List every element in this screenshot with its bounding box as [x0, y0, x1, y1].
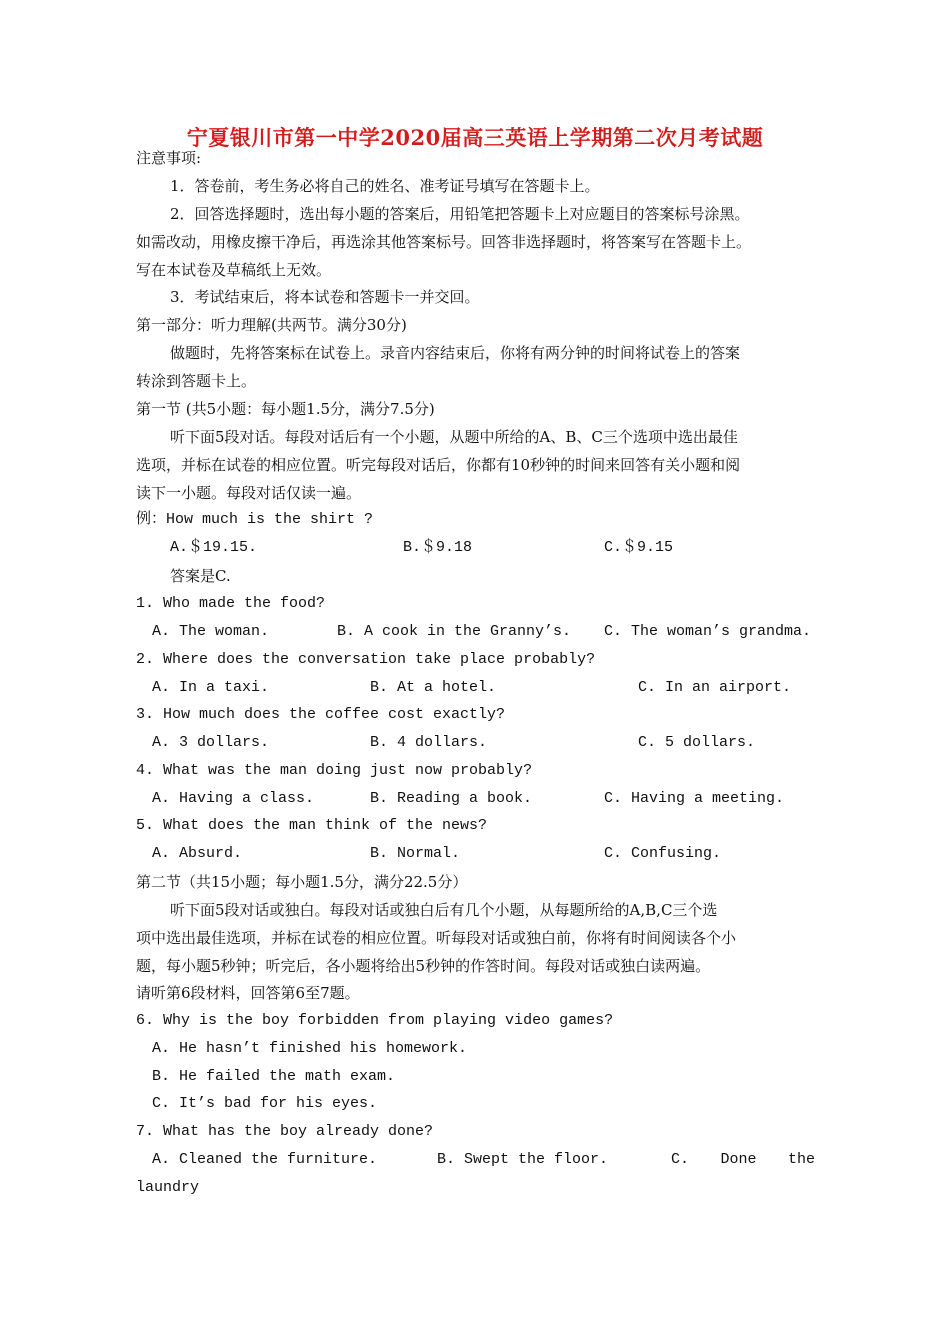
note-1: 1．答卷前，考生务必将自己的姓名、准考证号填写在答题卡上。 [170, 177, 600, 195]
example-question: 例：How much is the shirt ? [136, 511, 374, 528]
section2-instr-line-2: 项中选出最佳选项，并标在试卷的相应位置。听每段对话或独白前，你将有时间阅读各个小 [136, 929, 737, 947]
example-option-a: A.＄19.15. [170, 539, 258, 556]
note-2-line-2: 如需改动，用橡皮擦干净后，再选涂其他答案标号。回答非选择题时，将答案写在答题卡上。 [136, 233, 752, 251]
question-1-option-b: B. A cook in the Granny’s. [337, 623, 572, 640]
part1-heading: 第一部分：听力理解(共两节。满分30分) [136, 316, 407, 334]
question-3-option-b: B. 4 dollars. [370, 734, 488, 751]
question-2-option-a: A. In a taxi. [152, 679, 270, 696]
question-3: 3. How much does the coffee cost exactly? [136, 706, 506, 723]
question-7: 7. What has the boy already done? [136, 1123, 434, 1140]
question-1: 1. Who made the food? [136, 595, 326, 612]
note-2-line-3: 写在本试卷及草稿纸上无效。 [136, 261, 332, 279]
question-5-option-a: A. Absurd. [152, 845, 243, 862]
question-5-option-c: C. Confusing. [604, 845, 722, 862]
note-2-line-1: 2．回答选择题时，选出每小题的答案后，用铅笔把答题卡上对应题目的答案标号涂黑。 [170, 205, 750, 223]
page-title: 宁夏银川市第一中学2020届高三英语上学期第二次月考试题 [186, 125, 764, 150]
section2-instr-line-1: 听下面5段对话或独白。每段对话或独白后有几个小题，从每题所给的A,B,C三个选 [170, 901, 718, 919]
question-1-option-c: C. The woman’s grandma. [604, 623, 812, 640]
question-3-option-c: C. 5 dollars. [638, 734, 756, 751]
section1-heading: 第一节 (共5小题：每小题1.5分，满分7.5分) [136, 400, 435, 418]
question-2: 2. Where does the conversation take place probably? [136, 651, 596, 668]
section1-instr-line-3: 读下一小题。每段对话仅读一遍。 [136, 484, 362, 502]
example-answer: 答案是C. [170, 567, 231, 585]
question-7-option-c-word-1: Done [720, 1151, 757, 1168]
material-6-instruction: 请听第6段材料，回答第6至7题。 [136, 984, 360, 1002]
section1-instr-line-2: 选项，并标在试卷的相应位置。听完每段对话后，你都有10秒钟的时间来回答有关小题和阅 [136, 456, 741, 474]
example-option-c: C.＄9.15 [604, 539, 674, 556]
question-6-option-c: C. It’s bad for his eyes. [152, 1095, 378, 1112]
question-4-option-a: A. Having a class. [152, 790, 315, 807]
question-2-option-c: C. In an airport. [638, 679, 792, 696]
question-4-option-c: C. Having a meeting. [604, 790, 785, 807]
section1-instr-line-1: 听下面5段对话。每段对话后有一个小题，从题中所给的A、B、C三个选项中选出最佳 [170, 428, 738, 446]
question-2-option-b: B. At a hotel. [370, 679, 497, 696]
question-5-option-b: B. Normal. [370, 845, 461, 862]
question-7-option-c-continued: laundry [136, 1179, 200, 1196]
question-6: 6. Why is the boy forbidden from playing video games? [136, 1012, 614, 1029]
question-7-option-c [671, 1151, 815, 1169]
part1-intro-line-2: 转涂到答题卡上。 [136, 372, 257, 390]
question-7-option-c-word-2: the [787, 1151, 815, 1168]
section2-instr-line-3: 题，每小题5秒钟；听完后，各小题将给出5秒钟的作答时间。每段对话或独白读两遍。 [136, 957, 711, 975]
question-6-option-b: B. He failed the math exam. [152, 1068, 396, 1085]
question-3-option-a: A. 3 dollars. [152, 734, 270, 751]
notes-heading: 注意事项: [136, 149, 202, 167]
question-1-option-a: A. The woman. [152, 623, 270, 640]
question-5: 5. What does the man think of the news? [136, 817, 488, 834]
question-7-option-b: B. Swept the floor. [437, 1151, 609, 1168]
question-6-option-a: A. He hasn’t finished his homework. [152, 1040, 468, 1057]
section2-heading: 第二节（共15小题；每小题1.5分，满分22.5分） [136, 873, 468, 891]
part1-intro-line-1: 做题时，先将答案标在试卷上。录音内容结束后，你将有两分钟的时间将试卷上的答案 [170, 344, 741, 362]
question-7-option-a: A. Cleaned the furniture. [152, 1151, 378, 1168]
question-4-option-b: B. Reading a book. [370, 790, 533, 807]
question-4: 4. What was the man doing just now probably? [136, 762, 533, 779]
note-3: 3．考试结束后，将本试卷和答题卡一并交回。 [170, 288, 480, 306]
question-7-option-c-letter: C. [671, 1151, 690, 1168]
example-option-b: B.＄9.18 [403, 539, 473, 556]
